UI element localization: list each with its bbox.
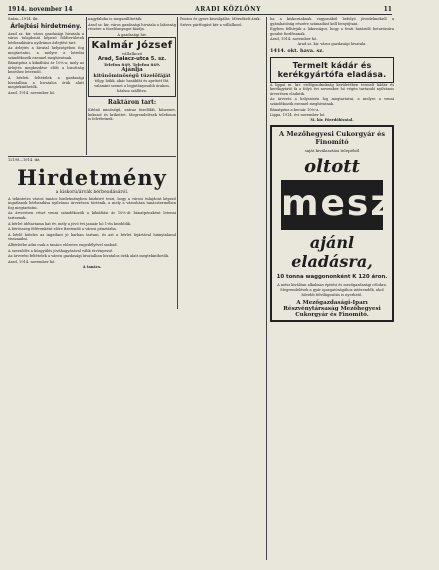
timber-paragraph: Bánatpénz a becsár 10%-a. <box>270 107 320 112</box>
right-column <box>270 17 439 557</box>
page-number: 11 <box>383 5 392 13</box>
notice-paragraph: A szerződés a közgyűlés jóváhagyásával válik érvényessé. <box>8 248 114 253</box>
masthead <box>8 4 392 15</box>
advert-description: tölgy, bükk, akác hasábfát és aprított fát, valamint szenet a legjutányosabb árakon, házhoz szállítva. <box>94 79 170 93</box>
notice-paragraph: A bérleti feltételek a gazdasági hivatalban a hivatalos órák alatt megtekinthetők. <box>8 75 84 90</box>
advert-offer: Ajánlja <box>121 67 143 74</box>
advertiser-trade: vállalkozó <box>121 51 143 57</box>
column-rule <box>177 17 178 309</box>
notice-paragraph: A tekintetes városi tanács hirdetményben közhírré teszi, hogy a városi tulajdont képező ingatlanok bérbeadása nyilvános árverésen történik, a mely a városháza tanácstermében fog megtartatni. <box>8 196 176 210</box>
column-rule <box>266 17 267 560</box>
notice-paragraph: A bérlet időtartama hat év, mely a jövő évi január hó 1-én kezdődik. <box>8 221 132 226</box>
notice-paragraph: Albérletbe adni csak a tanács előzetes engedélyével szabad. <box>8 242 118 247</box>
notice-signature: A tanács. <box>82 265 102 270</box>
company-source: saját kiválasztási telepéből <box>304 148 360 154</box>
company-footer: A Mezőgazdasági-Iparı Részvénytársaság Mezőhegyesi Cukorgyár és Finomító. <box>283 300 381 319</box>
notice-ref: 1414. okt. hava. sz. <box>270 47 324 54</box>
timber-paragraph: A lippai m. kir. erdőgondnokság kerületében termelt kádár és kerékgyártó fa a folyó évi november hó végén tartandó nyilvános árverésen eladatik. <box>270 82 394 96</box>
office-signature: Arad sz. kir. város gazdasági hivatala. <box>297 41 367 46</box>
timber-paragraph: Az árverés a helyszínén fog megtartatni, a melyre a venni szándékozók ezennel meghivatnak. <box>270 97 394 106</box>
column-rule <box>86 17 87 155</box>
text-paragraph: Arad sz. kir. város gazdasági hivatala a lakosság részére a tüzelőanyagot kiadja. <box>88 22 176 32</box>
text-paragraph: Szíves pártfogást kér a vállalkozó. <box>180 22 243 27</box>
paper-title: ARADI KÖZLÖNY <box>195 5 262 13</box>
issue-date: 1914. november 14 <box>8 5 73 13</box>
text-paragraph: nagyfaluba is megszállították. <box>88 17 143 21</box>
notice-subtitle: a kiskorú/árvák bérbeadásáról. <box>55 189 129 195</box>
notice-title: Árlejtési hirdetmény. <box>10 22 82 30</box>
text-paragraph: Egyben felhívjuk a lakosságot, hogy a fenti határidő betartására gondot fordítsanak. <box>270 27 394 36</box>
notice-paragraph: Arad, 1914. november hó. <box>8 90 56 95</box>
company-name: A Mezőhegyesi Cukorgyár és Finomító <box>278 130 386 147</box>
offer-text: ajánl eladásra, <box>291 233 373 272</box>
kalmar-advert <box>88 37 176 97</box>
hirdetmeny-notice <box>8 158 176 560</box>
date-line: Arad, 1914. november hó. <box>270 37 318 42</box>
notice-paragraph: A bérösszeg félévenként előre fizetendő a városi pénztárba. <box>8 227 117 232</box>
notice-title: Hirdetmény <box>17 164 167 190</box>
product-name: meszet <box>281 180 383 230</box>
notice-paragraph: Az árverési feltételek a városi gazdasági hivatalban hivatalos órák alatt megtekinthetők. <box>8 254 170 259</box>
notice-ref: 12198—1914. ikt. <box>8 158 41 162</box>
termelt-kadar-advert: Termelt kádár és kerékgyártófa eladása. <box>270 57 394 83</box>
middle-column <box>180 17 264 309</box>
notice-paragraph: Arad sz. kir. város gazdasági hivatala a város tulajdonát képező földterületek bérbeadására nyilvános árlejtést tart. <box>8 31 84 45</box>
advertiser-phone: Telefon 849. Telefon 849. <box>103 62 161 68</box>
stock-heading: Raktáron tart: <box>107 99 157 107</box>
product-adjective: oltott <box>304 156 360 178</box>
notice-paragraph: Arad, 1914. november hó. <box>8 259 56 264</box>
advertiser-address: Arad, Salacz-utca 5. sz. <box>97 56 167 63</box>
notice-ref: Szám—1914. ikt. <box>8 17 39 21</box>
offer-description: A mész kiválóan alkalmas épitési és mezőgazdasági célokra. Megrendelések a gyár igazgatóságához intézendők, ahol bővebb felvilágosítás is nyerhető. <box>277 283 387 297</box>
timber-office: M. kir. Főerdőhivatal. <box>310 117 354 122</box>
office-signature: A gazdasági hiv. <box>117 32 147 37</box>
arlejtes-notice <box>8 17 84 155</box>
notice-paragraph: A bérlő köteles az ingatlant jó karban tartani, és azt a bérlet lejártával hiánytalanul visszaadni. <box>8 232 176 242</box>
notice-paragraph: Az árlejtés a hivatal helyiségében fog megtartatni, a melyre a bérelni szándékozók ezennel meghivatnak. <box>8 46 84 60</box>
cukorgyar-advert <box>270 125 439 322</box>
price-line: 10 tonna waggononként K 120 áron. <box>276 274 388 281</box>
text-paragraph: ha a kiskorúaknak vagyonából befolyó jövedelmekről a gyámhatóság részére számadást kell benyújtani. <box>270 17 394 26</box>
notice-paragraph: Az árverésen részt venni szándékozók a kikiáltási ár 10%-át bánatpénzként letenni tartoznak. <box>8 211 176 220</box>
text-paragraph: Pontos és gyors kiszolgálás. Mérsékelt árak. <box>180 17 261 21</box>
advert-product: kitűnőminőségű tüzelőfáját <box>93 73 171 80</box>
stock-description: Kitűnő minőségű, száraz tüzelőfát, kőszenet, kokszot és brikettet. Megrendelések telefonon is felvétetnek. <box>88 108 176 122</box>
notice-paragraph: Bánatpénz a kikiáltási ár 10%-a, mely az árlejtés megkezdése előtt a bizottság kezeihez leteendő. <box>8 61 84 75</box>
advertiser-name: Kalmár József <box>91 40 173 52</box>
timber-date: Lippa, 1914. évi november hó. <box>270 113 326 118</box>
